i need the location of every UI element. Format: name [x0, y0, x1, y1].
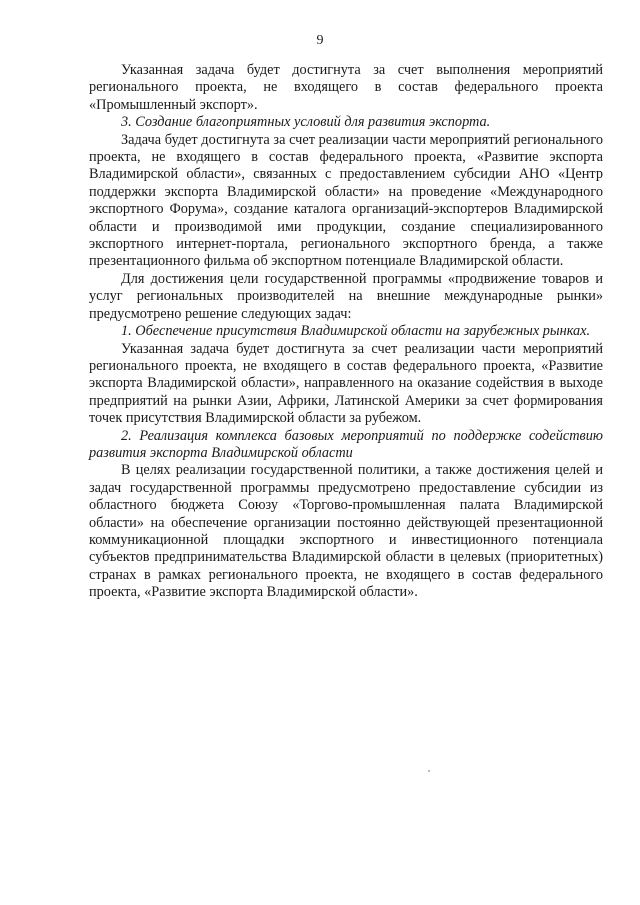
- heading-task-3: 3. Создание благоприятных условий для развития экспорта.: [121, 114, 491, 131]
- paragraph-task-3-description: Задача будет достигнута за счет реализации части мероприятий регионального проекта, не входящего в состав федерального проекта, «Развитие экспорта Владимирской области», связанных с предоставлением субсидии АНО «Центр поддержки экспорта Владимирской области» на проведение «Международного экспортного Форума», создание каталога организаций-экспортеров Владимирской области и производимой ими продукции, создание специализированного экспортного интернет-портала, регионального экспортного бренда, а также презентационного фильма об экспортном потенциале Владимирской области.: [89, 131, 603, 270]
- document-body: [89, 62, 603, 602]
- heading-task-2: 2. Реализация комплекса базовых мероприятий по поддержке содействию развития экспорта Владимирской области: [89, 427, 603, 461]
- page-number: 9: [316, 33, 324, 48]
- paragraph-export-task-result: Указанная задача будет достигнута за счет выполнения мероприятий регионального проекта, не входящего в состав федерального проекта «Промышленный экспорт».: [89, 62, 603, 113]
- paragraph-program-goal: Для достижения цели государственной программы «продвижение товаров и услуг региональных производителей на внешние международные рынки» предусмотрено решение следующих задач:: [89, 270, 603, 322]
- paragraph-task-1-description: Указанная задача будет достигнута за счет реализации части мероприятий регионального проекта, не входящего в состав федерального проекта, «Развитие экспорта Владимирской области», направленного на оказание содействия в выходе предприятий на рынки Азии, Африки, Латинской Америки за счет формирования точек присутствия Владимирской области за рубежом.: [89, 340, 603, 427]
- heading-task-1: 1. Обеспечение присутствия Владимирской области на зарубежных рынках.: [121, 323, 591, 340]
- scan-speck: [428, 770, 430, 772]
- paragraph-task-2-description: В целях реализации государственной политики, а также достижения целей и задач государственной программы предусмотрено предоставление субсидии из областного бюджета Союзу «Торгово-промышленная палата Владимирской области» на обеспечение организации постоянно действующей презентационной коммуникационной площадки экспортного и инвестиционного потенциала субъектов предпринимательства Владимирской области в целевых (приоритетных) странах в рамках регионального проекта, не входящего в состав федерального проекта, «Развитие экспорта Владимирской области».: [89, 462, 603, 601]
